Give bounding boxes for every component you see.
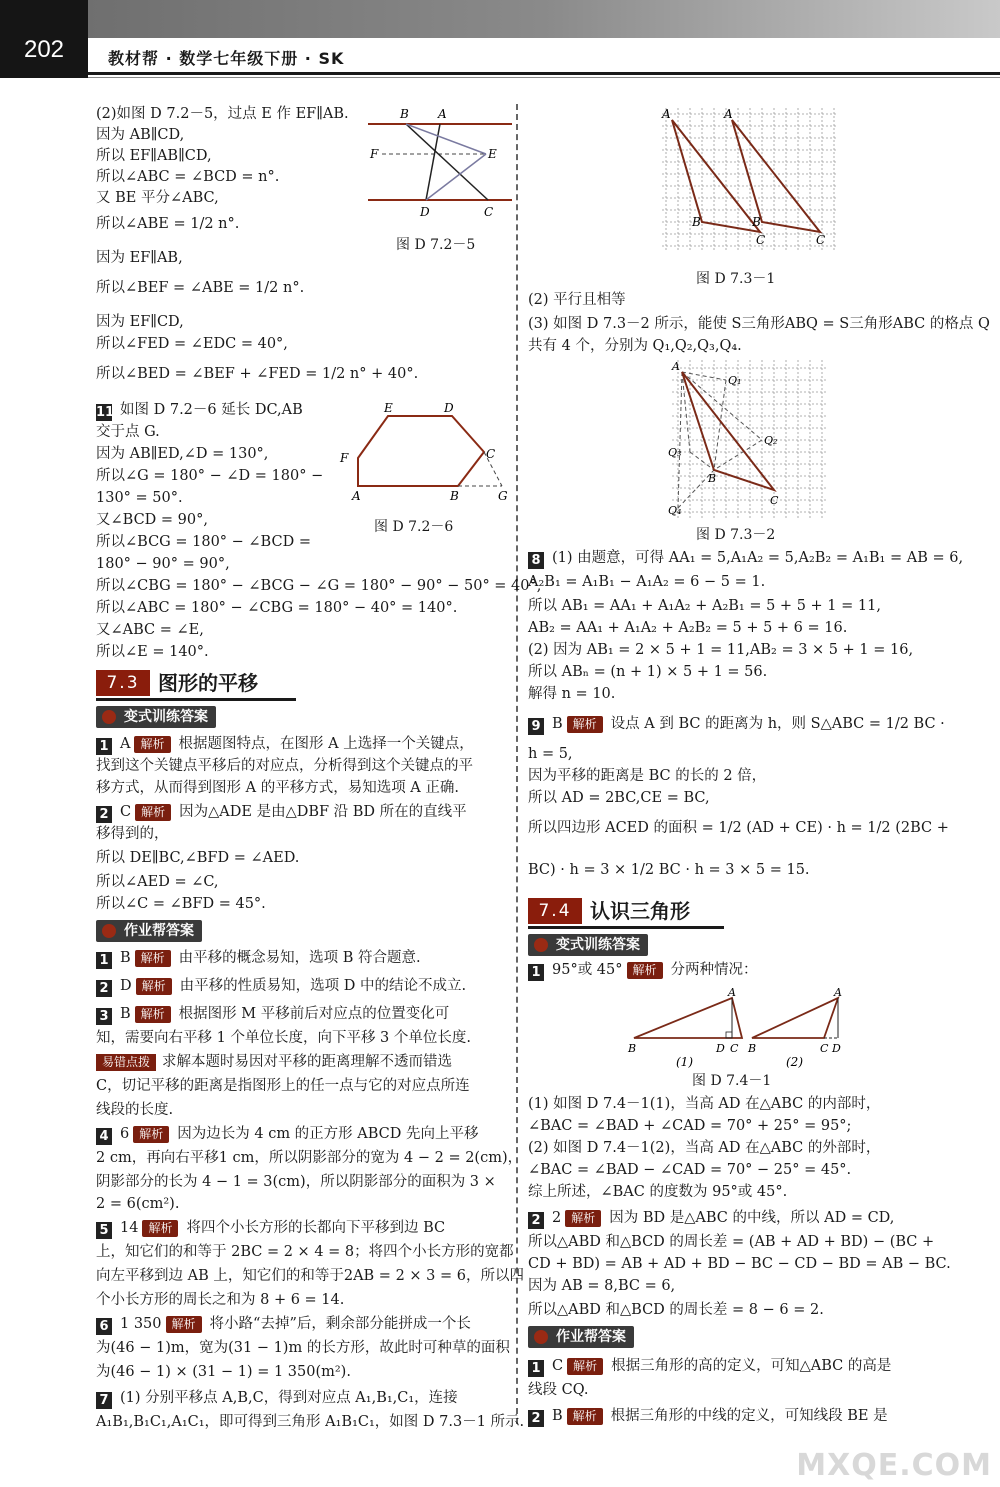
svg-text:B: B <box>752 215 761 229</box>
question-number: 2 <box>528 1212 544 1229</box>
watermark: MXQE.COM <box>796 1448 992 1483</box>
svg-text:Q₂: Q₂ <box>764 434 778 447</box>
text-line: 因为△ADE 是由△DBF 沿 BD 所在的直线平 <box>179 804 467 820</box>
text-line: 因为 EF∥CD, <box>96 314 184 330</box>
section-number: 7.4 <box>528 898 582 924</box>
text-line: AB₂ = AA₁ + A₁A₂ + A₂B₂ = 5 + 5 + 6 = 16. <box>528 620 848 636</box>
text-line: 130° = 50°. <box>96 490 183 506</box>
text-line: 所以∠BEF = ∠ABE = 1/2 n°. <box>96 280 305 296</box>
question-number: 9 <box>528 718 544 735</box>
figure-d725 <box>366 104 514 224</box>
svg-text:B: B <box>400 107 409 121</box>
question-number: 5 <box>96 1222 112 1239</box>
section-title: 图形的平移 <box>158 671 258 695</box>
section-heading-7-4 <box>528 898 724 929</box>
text-line: (1) 如图 D 7.4－1(1)，当高 AD 在△ABC 的内部时， <box>528 1096 881 1112</box>
svg-text:F: F <box>370 147 379 161</box>
svg-text:C: C <box>486 447 496 461</box>
text-line: (2)如图 D 7.2－5，过点 E 作 EF∥AB. <box>96 106 349 122</box>
text-line: 因为 BD 是△ABC 的中线，所以 AD = CD, <box>609 1210 895 1226</box>
text-line: (2) 平行且相等 <box>528 292 626 308</box>
question-number: 7 <box>96 1392 112 1409</box>
page-header <box>0 0 1000 78</box>
svg-text:B: B <box>692 215 701 229</box>
answer: 1 350 <box>120 1316 162 1332</box>
text-line: 知，需要向右平移 1 个单位长度，向下平移 3 个单位长度. <box>96 1030 471 1046</box>
svg-text:A: A <box>724 107 733 121</box>
answer: B <box>552 1408 563 1424</box>
text-line: 2 cm，再向右平移1 cm，所以阴影部分的宽为 4 − 2 = 2(cm)， <box>96 1150 523 1166</box>
text-line: 所以△ABD 和△BCD 的周长差 = 8 − 6 = 2. <box>528 1302 824 1318</box>
text-line: 线段 CQ. <box>528 1382 589 1398</box>
svg-text:C: C <box>730 1042 739 1055</box>
section-heading-7-3 <box>96 670 296 701</box>
text-line: 向左平移到边 AB 上，知它们的和等于2AB = 2 × 3 = 6，所以四 <box>96 1268 524 1284</box>
svg-text:A: A <box>672 360 680 373</box>
page-number: 202 <box>0 0 88 78</box>
text-line: h = 5, <box>528 746 573 762</box>
text-line: 2 = 6(cm²). <box>96 1196 180 1212</box>
analysis-tag: 解析 <box>135 804 171 821</box>
question-number: 2 <box>528 1410 544 1427</box>
svg-text:C: C <box>756 233 766 247</box>
svg-text:E: E <box>488 147 497 161</box>
svg-text:A: A <box>728 986 736 999</box>
figure-d731 <box>656 104 856 254</box>
figure-d726 <box>332 400 512 510</box>
text-line: 所以∠ABC = 180° − ∠CBG = 180° − 40° = 140°. <box>96 600 458 616</box>
text-line: 移得到的， <box>96 826 169 842</box>
figure-d741 <box>624 984 864 1068</box>
header-rule <box>88 72 1000 75</box>
svg-text:Q₄: Q₄ <box>668 504 682 517</box>
question-number: 2 <box>96 806 112 823</box>
question-number: 2 <box>96 980 112 997</box>
svg-text:B: B <box>708 472 717 485</box>
figure-caption: 图 D 7.3－2 <box>696 527 776 543</box>
text-line: ∠BAC = ∠BAD + ∠CAD = 70° + 25° = 95°; <box>528 1118 852 1134</box>
analysis-tag: 解析 <box>135 1006 171 1023</box>
subheading-zuoye: 作业帮答案 <box>96 920 202 942</box>
header-band <box>88 0 1000 38</box>
figure-d732 <box>668 358 828 520</box>
text-line: 所以 AD = 2BC,CE = BC, <box>528 790 710 806</box>
question-number: 1 <box>96 952 112 969</box>
text-line: (2) 因为 AB₁ = 2 × 5 + 1 = 11,AB₂ = 3 × 5 + 1 = 16, <box>528 642 914 658</box>
text-line: 所以∠ABC = ∠BCD = n°. <box>96 169 280 185</box>
svg-text:Q₃: Q₃ <box>668 446 682 459</box>
analysis-tag: 解析 <box>135 950 171 967</box>
question-number: 1 <box>96 738 112 755</box>
text-line: 又∠ABC = ∠E, <box>96 622 204 638</box>
text-line: 因为 AB∥CD, <box>96 127 185 143</box>
answer: 6 <box>120 1126 130 1142</box>
svg-text:E: E <box>384 401 393 415</box>
question-number: 1 <box>528 964 544 981</box>
answer: 14 <box>120 1220 139 1236</box>
text-line: (1) 分别平移点 A,B,C，得到对应点 A₁,B₁,C₁，连接 <box>120 1390 458 1406</box>
answer: B <box>552 716 563 732</box>
analysis-tag: 解析 <box>627 962 663 979</box>
analysis-tag: 解析 <box>567 1408 603 1425</box>
text-line: 所以 ABₙ = (n + 1) × 5 + 1 = 56. <box>528 664 768 680</box>
svg-text:A: A <box>834 986 842 999</box>
text-line: 移方式，从而得到图形 A 的平移方式，易知选项 A 正确. <box>96 780 459 796</box>
analysis-tag: 解析 <box>136 978 172 995</box>
subheading-bianshi: 变式训练答案 <box>528 934 648 956</box>
analysis-tag: 解析 <box>565 1210 601 1227</box>
text-line: 所以∠FED = ∠EDC = 40°, <box>96 336 288 352</box>
subheading-zuoye: 作业帮答案 <box>528 1326 634 1348</box>
answer: 2 <box>552 1210 562 1226</box>
svg-text:D: D <box>444 401 454 415</box>
answer: 95°或 45° <box>552 962 623 978</box>
figure-caption: 图 D 7.3－1 <box>696 271 776 287</box>
text-line: (2) 如图 D 7.4－1(2)，当高 AD 在△ABC 的外部时， <box>528 1140 881 1156</box>
svg-text:D: D <box>832 1042 841 1055</box>
text-line: A₂B₁ = A₁B₁ − A₁A₂ = 6 − 5 = 1. <box>528 574 766 590</box>
svg-text:B: B <box>748 1042 757 1055</box>
text-line: 根据题图特点，在图形 A 上选择一个关键点， <box>178 736 474 752</box>
svg-text:F: F <box>340 451 349 465</box>
text-line: CD + BD) = AB + AD + BD − BC − CD − BD = AB − BC. <box>528 1256 951 1272</box>
svg-text:B: B <box>450 489 459 503</box>
text-line: 共有 4 个，分别为 Q₁,Q₂,Q₃,Q₄. <box>528 338 742 354</box>
text-line: 交于点 G. <box>96 424 160 440</box>
text-line: 设点 A 到 BC 的距离为 h，则 S△ABC = 1/2 BC · <box>610 716 945 732</box>
text-line: 个小长方形的周长之和为 8 + 6 = 14. <box>96 1292 345 1308</box>
section-title: 认识三角形 <box>590 899 690 923</box>
text-line: 因为 EF∥AB, <box>96 250 183 266</box>
text-line: 180° − 90° = 90°, <box>96 556 230 572</box>
text-line: 上，知它们的和等于 2BC = 2 × 4 = 8；将四个小长方形的宽都 <box>96 1244 514 1260</box>
answer: A <box>120 736 131 752</box>
text-line: 线段的长度. <box>96 1102 174 1118</box>
text-line: 由平移的概念易知，选项 B 符合题意. <box>178 950 421 966</box>
header-rule-thin <box>88 77 1000 78</box>
text-line: 又∠BCD = 90°, <box>96 512 208 528</box>
answer: B <box>120 950 131 966</box>
text-line: 分两种情况： <box>670 962 758 978</box>
yicuo-tag: 易错点拨 <box>96 1054 156 1071</box>
text-line: 所以∠C = ∠BFD = 45°. <box>96 896 266 912</box>
text-line: 根据三角形的高的定义，可知△ABC 的高是 <box>611 1358 892 1374</box>
figure-sublabel: (2) <box>786 1055 803 1068</box>
text-line: 找到这个关键点平移后的对应点，分析得到这个关键点的平 <box>96 758 473 774</box>
question-number: 6 <box>96 1318 112 1335</box>
text-line: 综上所述，∠BAC 的度数为 95°或 45°. <box>528 1184 788 1200</box>
question-number: 3 <box>96 1008 112 1025</box>
answer: C <box>552 1358 564 1374</box>
figure-caption: 图 D 7.2－5 <box>396 237 476 253</box>
text-line: 因为平移的距离是 BC 的长的 2 倍， <box>528 768 767 784</box>
text-line: 因为 AB∥ED,∠D = 130°, <box>96 446 269 462</box>
text-line: 因为边长为 4 cm 的正方形 ABCD 先向上平移 <box>177 1126 479 1142</box>
text-line: (3) 如图 D 7.3－2 所示，能使 S三角形ABQ = S三角形ABC 的格点 Q <box>528 316 990 332</box>
text-line: 所以∠BED = ∠BEF + ∠FED = 1/2 n° + 40°. <box>96 366 419 382</box>
text-line: 所以∠ABE = 1/2 n°. <box>96 216 240 232</box>
text-line: 为(46 − 1)m，宽为(31 − 1)m 的长方形，故此时可种草的面积 <box>96 1340 510 1356</box>
svg-text:A: A <box>662 107 671 121</box>
analysis-tag: 解析 <box>166 1316 202 1333</box>
text-line: 解得 n = 10. <box>528 686 616 702</box>
text-line: 由平移的性质易知，选项 D 中的结论不成立. <box>179 978 467 994</box>
subheading-bianshi: 变式训练答案 <box>96 706 216 728</box>
figure-caption: 图 D 7.4－1 <box>692 1073 772 1089</box>
svg-text:C: C <box>484 205 494 219</box>
svg-text:D: D <box>716 1042 725 1055</box>
column-divider <box>516 104 518 1424</box>
svg-text:C: C <box>816 233 826 247</box>
text-line: 将四个小长方形的长都向下平移到边 BC <box>186 1220 446 1236</box>
question-number: 11 <box>96 405 115 420</box>
question-number: 1 <box>528 1360 544 1377</box>
svg-text:Q₁: Q₁ <box>728 374 742 387</box>
text-line: 所以∠CBG = 180° − ∠BCG − ∠G = 180° − 90° − 50° = 40°, <box>96 578 542 594</box>
svg-text:A: A <box>438 107 447 121</box>
svg-text:C: C <box>770 494 779 507</box>
question-number: 4 <box>96 1128 112 1145</box>
section-number: 7.3 <box>96 670 150 696</box>
text-line: C，切记平移的距离是指图形上的任一点与它的对应点所连 <box>96 1078 470 1094</box>
answer: B <box>120 1006 131 1022</box>
svg-text:A: A <box>352 489 361 503</box>
svg-text:G: G <box>498 489 508 503</box>
svg-text:B: B <box>628 1042 637 1055</box>
text-line: 所以 AB₁ = AA₁ + A₁A₂ + A₂B₁ = 5 + 5 + 1 = 11, <box>528 598 881 614</box>
book-title: 教材帮 · 数学七年级下册 · SK <box>108 49 345 68</box>
text-line: 所以∠AED = ∠C, <box>96 874 219 890</box>
figure-caption: 图 D 7.2－6 <box>374 519 454 535</box>
text-line: BC) · h = 3 × 1/2 BC · h = 3 × 5 = 15. <box>528 862 810 878</box>
analysis-tag: 解析 <box>134 736 170 753</box>
analysis-tag: 解析 <box>142 1220 178 1237</box>
text-line: 将小路“去掉”后，剩余部分能拼成一个长 <box>209 1316 471 1332</box>
text-line: 所以四边形 ACED 的面积 = 1/2 (AD + CE) · h = 1/2 (2BC + <box>528 820 949 836</box>
text-line: ∠BAC = ∠BAD − ∠CAD = 70° − 25° = 45°. <box>528 1162 852 1178</box>
text-line: 为(46 − 1) × (31 − 1) = 1 350(m²). <box>96 1364 351 1380</box>
text-line: 所以∠BCG = 180° − ∠BCD = <box>96 534 311 550</box>
text-line: 又 BE 平分∠ABC, <box>96 190 219 206</box>
answer: D <box>120 978 132 994</box>
text-line: 根据三角形的中线的定义，可知线段 BE 是 <box>610 1408 888 1424</box>
question-number: 8 <box>528 552 544 569</box>
text-line: A₁B₁,B₁C₁,A₁C₁，即可得到三角形 A₁B₁C₁，如图 D 7.3－1 所示. <box>96 1414 525 1430</box>
answer: C <box>120 804 132 820</box>
text-line: 如图 D 7.2－6 延长 DC,AB <box>120 402 303 418</box>
analysis-tag: 解析 <box>567 1358 603 1375</box>
figure-sublabel: (1) <box>676 1055 693 1068</box>
text-line: 根据图形 M 平移前后对应点的位置变化可 <box>178 1006 450 1022</box>
analysis-tag: 解析 <box>567 716 603 733</box>
text-line: 所以∠G = 180° − ∠D = 180° − <box>96 468 324 484</box>
text-line: 所以△ABD 和△BCD 的周长差 = (AB + AD + BD) − (BC + <box>528 1234 935 1250</box>
text-line: 所以∠E = 140°. <box>96 644 209 660</box>
text-line: (1) 由题意，可得 AA₁ = 5,A₁A₂ = 5,A₂B₂ = A₁B₁ = AB = 6, <box>552 550 964 566</box>
text-line: 因为 AB = 8,BC = 6, <box>528 1278 676 1294</box>
text-line: 求解本题时易因对平移的距离理解不透而错选 <box>162 1054 453 1070</box>
text-line: 阴影部分的长为 4 − 1 = 3(cm)，所以阴影部分的面积为 3 × <box>96 1174 496 1190</box>
text-line: 所以 EF∥AB∥CD, <box>96 148 212 164</box>
svg-text:D: D <box>420 205 430 219</box>
svg-text:C: C <box>820 1042 829 1055</box>
text-line: 所以 DE∥BC,∠BFD = ∠AED. <box>96 850 300 866</box>
analysis-tag: 解析 <box>133 1126 169 1143</box>
